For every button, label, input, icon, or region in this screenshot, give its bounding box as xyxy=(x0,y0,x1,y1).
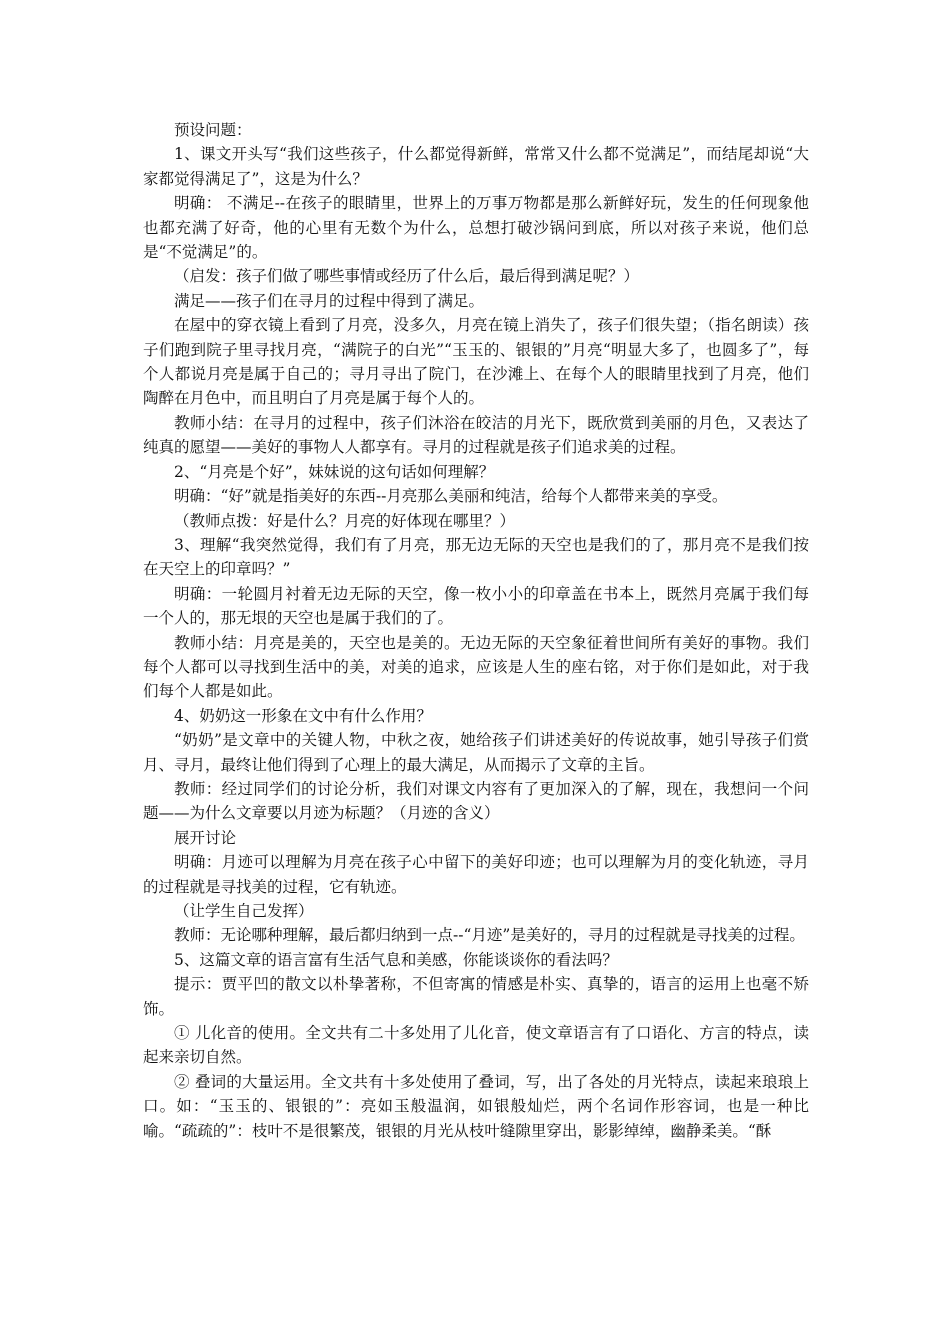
hint-1: （启发：孩子们做了哪些事情或经历了什么后，最后得到满足呢？） xyxy=(174,267,640,286)
teacher-summary-2: 教师小结：月亮是美的，天空也是美的。无边无际的天空象征着世间所有美好的事物。我们每个人都可以寻找到生活中的美，对美的追求，应该是人生的座右铭，对于你们是如此，对于我们每个人都是如此。 xyxy=(143,633,809,701)
tip-language: 提示：贾平凹的散文以朴挚著称，不但寄寓的情感是朴实、真挚的，语言的运用上也毫不矫饰。 xyxy=(143,975,809,1018)
teacher-summary-1: 教师小结：在寻月的过程中，孩子们沐浴在皎洁的月光下，既欣赏到美丽的月色，又表达了纯真的愿望——美好的事物人人都享有。寻月的过程就是孩子们追求美的过程。 xyxy=(143,413,809,457)
discussion-heading: 展开讨论 xyxy=(174,828,237,847)
point-reduplication: ② 叠词的大量运用。全文共有十多处使用了叠词，写，出了各处的月光特点，读起来琅琅上口。如：“玉玉的、银银的”：亮如玉般温润，如银般灿烂，两个名词作形容词，也是一种比喻。“疏疏的”：枝叶不是很繁茂，银银的月光从枝叶缝隙里穿出，影影绰绰，幽静柔美。“酥 xyxy=(143,1072,809,1140)
answer-3: 明确：一轮圆月衬着无边无际的天空，像一枚小小的印章盖在书本上，既然月亮属于我们每一个人的，那无垠的天空也是属于我们的了。 xyxy=(143,584,809,628)
satisfaction-note: 满足——孩子们在寻月的过程中得到了满足。 xyxy=(174,291,485,310)
answer-4: “奶奶”是文章中的关键人物，中秋之夜，她给孩子们讲述美好的传说故事，她引导孩子们赏月、寻月，最终让他们得到了心理上的最大满足，从而揭示了文章的主旨。 xyxy=(143,731,809,774)
document-body xyxy=(143,118,809,1143)
question-4: 4、奶奶这一形象在文中有什么作用？ xyxy=(174,706,432,725)
question-5: 5、这篇文章的语言富有生活气息和美感，你能谈谈你的看法吗？ xyxy=(174,950,618,969)
student-prompt: （让学生自己发挥） xyxy=(174,902,314,920)
question-1: 1、课文开头写“我们这些孩子，什么都觉得新鲜，常常又什么都不觉满足”，而结尾却说“大家都觉得满足了”，这是为什么？ xyxy=(143,145,809,188)
question-2: 2、“月亮是个好”，妹妹说的这句话如何理解？ xyxy=(174,462,495,481)
preset-questions-heading: 预设问题： xyxy=(174,121,252,139)
hint-2: （教师点拨：好是什么？月亮的好体现在哪里？） xyxy=(174,511,516,530)
question-3: 3、理解“我突然觉得，我们有了月亮，那无边无际的天空也是我们的了，那月亮不是我们按在天空上的印章吗？” xyxy=(143,535,809,579)
teacher-conclusion: 教师：无论哪种理解，最后都归纳到一点--“月迹”是美好的，寻月的过程就是寻找美的过程。 xyxy=(174,926,805,945)
moon-search-narrative: 在屋中的穿衣镜上看到了月亮，没多久，月亮在镜上消失了，孩子们很失望；（指名朗读）孩子们跑到院子里寻找月亮，“满院子的白光”“玉玉的、银银的”月亮“明显大多了，也圆多了”，每个人都说月亮是属于自己的；寻月寻出了院门，在沙滩上、在每个人的眼睛里找到了月亮，他们陶醉在月色中，而且明白了月亮是属于每个人的。 xyxy=(143,316,809,408)
teacher-question-title: 教师：经过同学们的讨论分析，我们对课文内容有了更加深入的了解，现在，我想问一个问题——为什么文章要以月迹为标题？（月迹的含义） xyxy=(143,779,809,823)
point-erhua: ① 儿化音的使用。全文共有二十多处用了儿化音，使文章语言有了口语化、方言的特点，读起来亲切自然。 xyxy=(143,1024,809,1067)
answer-2: 明确：“好”就是指美好的东西--月亮那么美丽和纯洁，给每个人都带来美的享受。 xyxy=(174,487,728,506)
answer-1: 明确： 不满足--在孩子的眼睛里，世界上的万事万物都是那么新鲜好玩，发生的任何现象他也都充满了好奇，他的心里有无数个为什么，总想打破沙锅问到底，所以对孩子来说，他们总是“不觉满足”的。 xyxy=(143,194,809,262)
answer-title: 明确：月迹可以理解为月亮在孩子心中留下的美好印迹；也可以理解为月的变化轨迹，寻月的过程就是寻找美的过程，它有轨迹。 xyxy=(143,853,809,896)
